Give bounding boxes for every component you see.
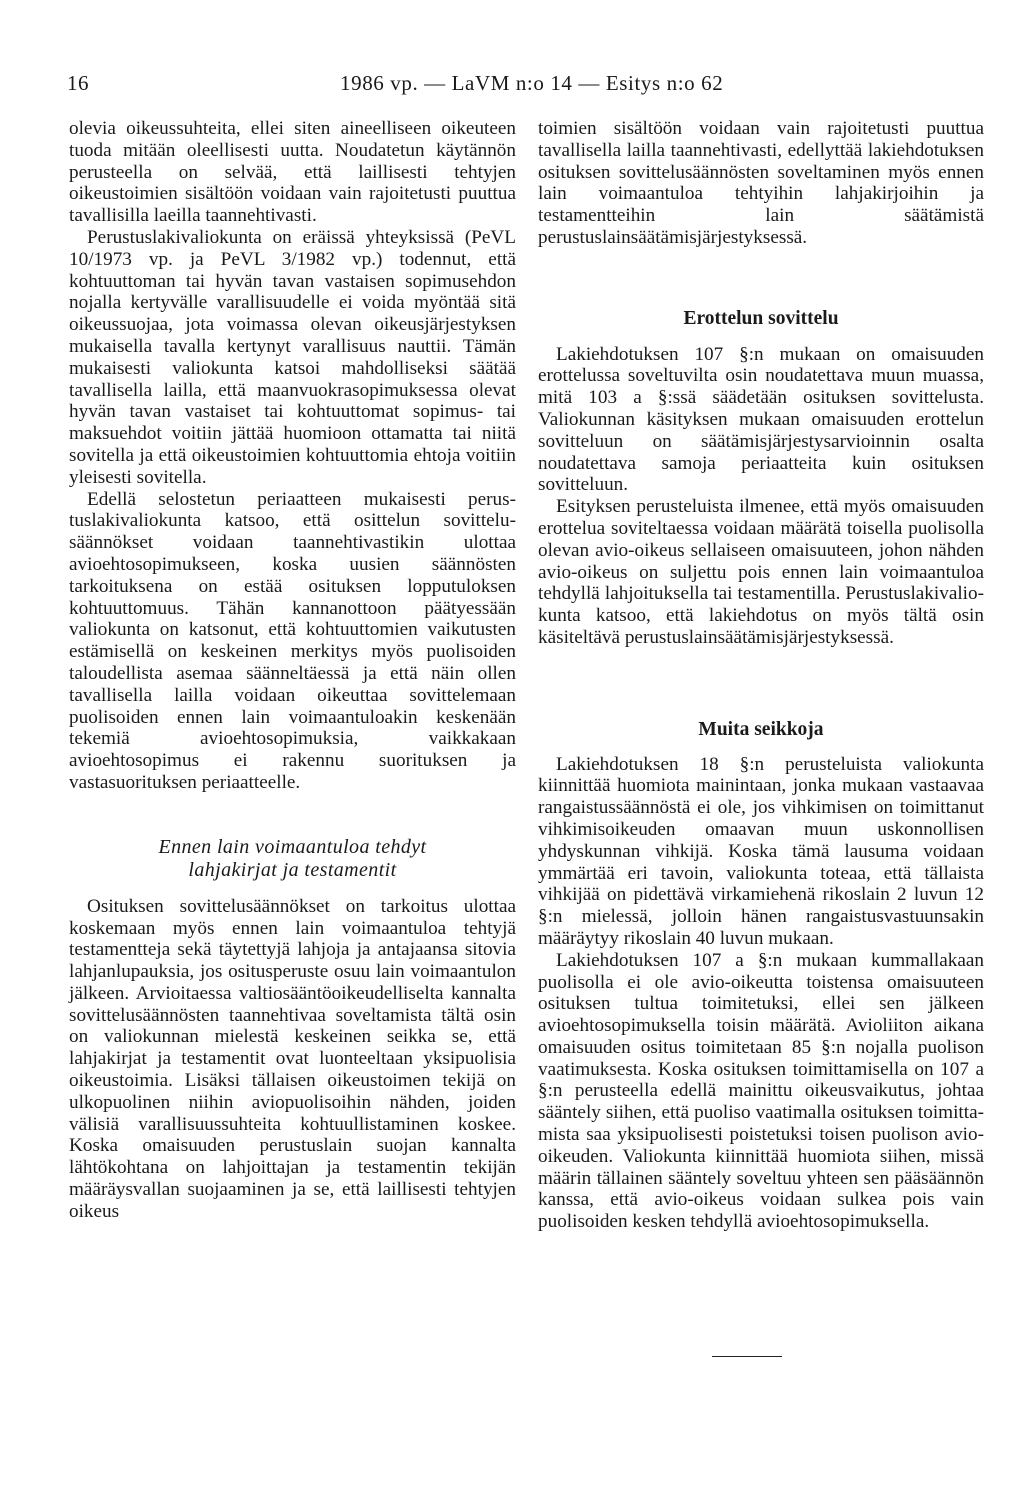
paragraph: Esityksen perusteluista ilmenee, että myös omaisuuden erottelua soviteltaessa voidaan määrätä toisella puolisolla olevan avio-oikeus sellaiseen omaisuuteen, johon nähden avio-oikeus on suljettu pois ennen lain voimaantuloa tehdyllä lahjoituksella tai testamentilla. Perustuslakivaliokunta katsoo, että lakiehdotus on myös tältä osin käsiteltävä perustuslainsäätämisjärjestyksessä. — [538, 496, 984, 648]
section-heading: Muita seikkoja — [698, 718, 824, 740]
section-heading — [69, 836, 516, 882]
page-number: 16 — [67, 71, 89, 95]
section-heading-line: lahjakirjat ja testamentit — [188, 858, 397, 881]
paragraph: Lakiehdotuksen 107 §:n mukaan on omaisuuden erottelussa soveltuvilta osin noudatettava muun muassa, mitä 103 a §:ssä säädetään osituksen sovittelusta. Valiokunnan käsityksen mukaan omaisuuden erottelun sovitteluun on säätämisjärjestysarvioinnin osalta noudatettava samoja periaatteita kuin osituksen sovitteluun. — [538, 343, 984, 496]
paragraph: toimien sisältöön voidaan vain rajoitetusti puuttua tavallisella lailla taannehtivasti, edellyttää lakiehdotuksen osituksen sovittelusäännösten soveltaminen myös ennen lain voimaantuloa tehtyihin lahjakirjoihin ja testamentteihin lain säätämistä perustuslainsäätämisjärjestyksessä. — [538, 118, 984, 248]
end-rule — [712, 1356, 782, 1357]
running-header: 1986 vp. — LaVM n:o 14 — Esitys n:o 62 — [340, 71, 724, 95]
left-column — [69, 118, 516, 1223]
section-heading-line: Ennen lain voimaantuloa tehdyt — [158, 835, 427, 858]
paragraph: Lakiehdotuksen 18 §:n perusteluista valiokunta kiinnittää huomiota mainintaan, jonka mukaan vastaavaa rangaistussäännöstä ei ole, jos vihkimisen on toimittanut vihkimisoikeuden omaavan muun uskonnollisen yhdyskunnan vihkijä. Koska tämä lausuma voidaan ymmärtää eri tavoin, valiokunta toteaa, että tällaista vihkijää on pidettävä virkamiehenä rikoslain 2 luvun 12 §:n mielessä, jolloin hänen rangaistusvastuunsakin määräytyy rikoslain 40 luvun mukaan. — [538, 753, 984, 949]
paragraph: Lakiehdotuksen 107 a §:n mukaan kummallakaan puolisolla ei ole avio-oikeutta toistensa omaisuuteen osituksen tultua toimitetuksi, ellei sen jälkeen avioehtosopimuksella toisin määrätä. Avioliiton aikana omaisuuden ositus toimitetaan 85 §:n nojalla puolison vaatimuksesta. Koska osituksen toimittamisella on 107 a §:n perusteella edellä mainittu oikeusvaikutus, johtaa sääntely siihen, että puoliso vaatimalla osituksen toimittamista saa yksipuolisesti poistetuksi toisen puolison avio-oikeuden. Valiokunta kiinnittää huomiota siihen, missä määrin tällainen sääntely soveltuu yhteen sen pääsäännön kanssa, että avio-oikeus voidaan sulkea pois vain puolisoiden kesken tehdyllä avioehtosopimuksella. — [538, 949, 984, 1233]
paragraph: olevia oikeussuhteita, ellei siten aineelliseen oikeuteen tuoda mitään oleellisesti uutta. Noudatetun käytännön perusteella on selvää, että laillisesti tehtyjen oikeustoimien sisältöön voidaan vain rajoitetusti puuttua tavallisilla laeilla taannehtivasti. — [69, 118, 516, 227]
right-column — [538, 118, 984, 1233]
paragraph: Edellä selostetun periaatteen mukaisesti perustuslakivaliokunta katsoo, että osittelun sovittelusäännökset voidaan taannehtivastikin ulottaa avioehtosopimukseen, koska uusien säännösten tarkoituksena on estää osituksen lopputuloksen kohtuuttomuus. Tähän kannanottoon päätyessään valiokunta on katsonut, että kohtuuttomien vaikutusten estämisellä on keskeinen merkitys myös puolisoiden taloudellista asemaa säänneltäessä ja että näin ollen tavallisella lailla voidaan oikeuttaa sovittelemaan puolisoiden ennen lain voimaantuloakin keskenään tekemiä avioehtosopimuksia, vaikkakaan avioehtosopimus ei rakennu suorituksen ja vastasuorituksen periaatteelle. — [69, 488, 516, 793]
paragraph: Osituksen sovittelusäännökset on tarkoitus ulottaa koskemaan myös ennen lain voimaantuloa tehtyjä testamentteja sekä täytettyjä lahjoja ja antajaansa sitovia lahjanlupauksia, jos ositusperuste osuu lain voimaantulon jälkeen. Arvioitaessa valtiosääntöoikeudelliselta kannalta sovittelusäännösten taannehtivaa soveltamista tältä osin on valiokunnan mielestä keskeinen seikka se, että lahjakirjat ja testamentit ovat luonteeltaan yksipuolisia oikeustoimia. Lisäksi tällaisen oikeustoimen tekijä on ulkopuolinen niihin aviopuolisoihin nähden, joiden välisiä varallisuussuhteita kohtuullistaminen koskee. Koska omaisuuden perustuslain suojan kannalta lähtökohtana on lahjoittajan ja testamentin tekijän määräysvallan suojaaminen ja se, että laillisesti tehtyjen oikeus — [69, 895, 516, 1222]
section-heading: Erottelun sovittelu — [683, 307, 839, 329]
paragraph: Perustuslakivaliokunta on eräissä yhteyksissä (PeVL 10/1973 vp. ja PeVL 3/1982 vp.) todennut, että kohtuuttoman tai hyvän tavan vastaisen sopimusehdon nojalla kertyvälle varallisuudelle ei voida myöntää sitä oikeussuojaa, jota voimassa olevan oikeusjärjestyksen mukaisella tavalla kertynyt varallisuus nauttii. Tämän mukaisesti valiokunta katsoi mahdolliseksi säätää tavallisella lailla, että maanvuokrasopimuksessa olevat hyvän tavan vastaiset tai kohtuuttomat sopimus- tai maksuehdot voitiin jättää huomioon ottamatta tai niitä sovitella ja että oikeustoimien kohtuuttomia ehtoja voitiin yleisesti sovitella. — [69, 226, 516, 488]
